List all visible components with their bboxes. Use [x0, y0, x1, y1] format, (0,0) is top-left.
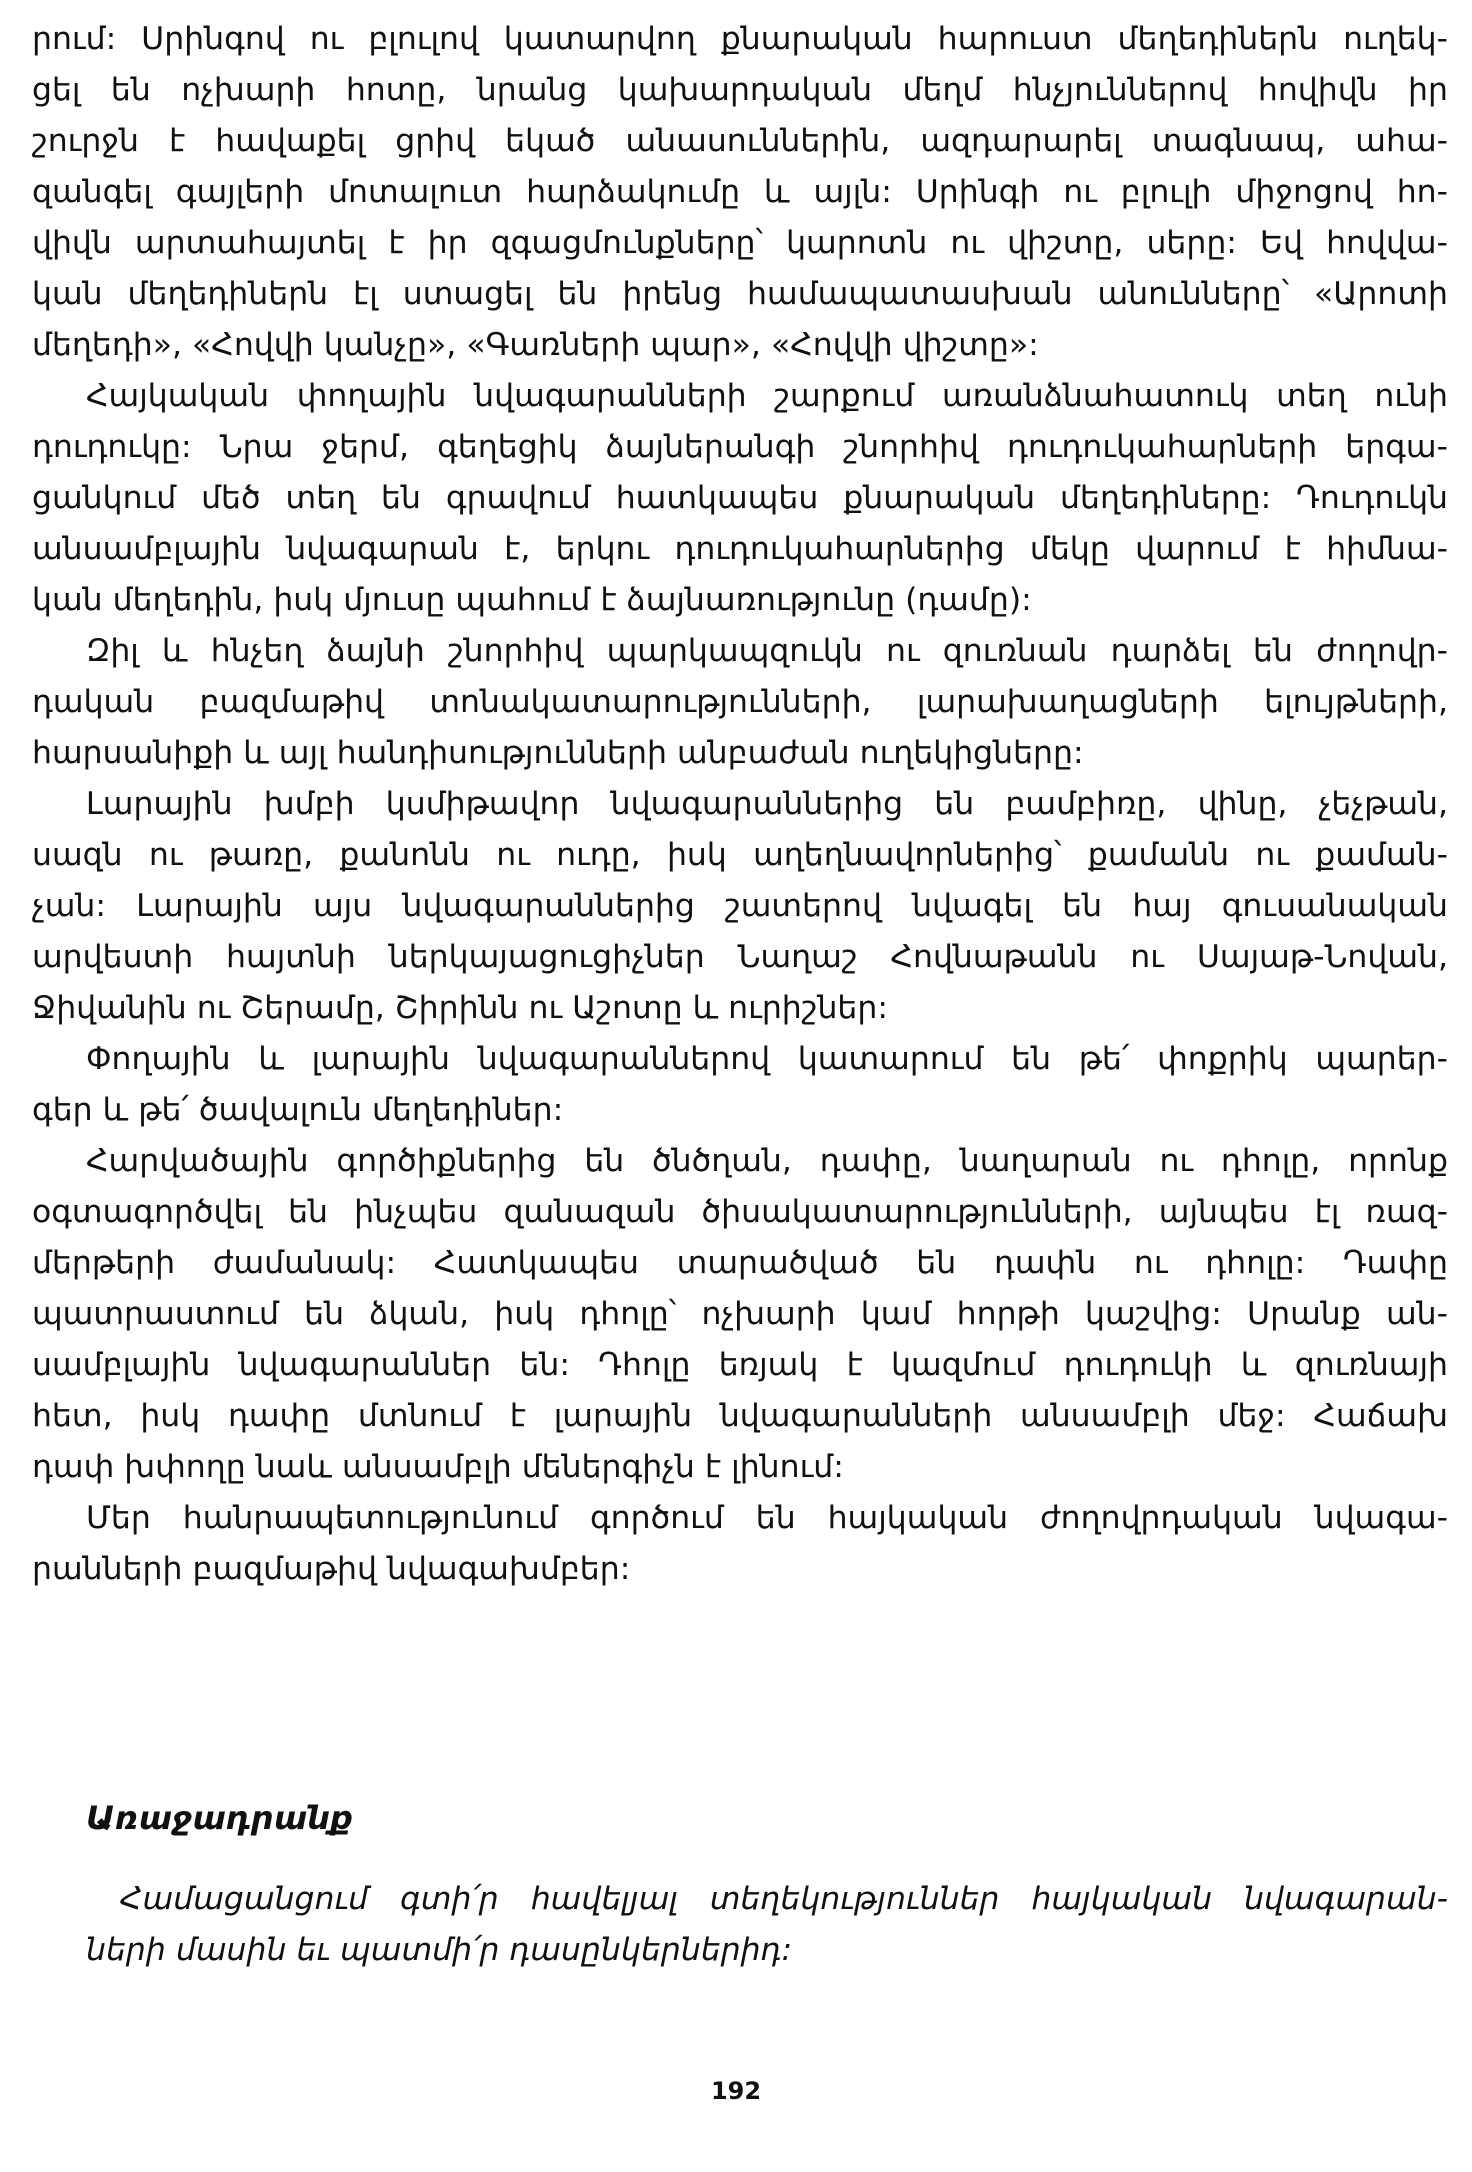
text-line: շուրջն է հավաքել ցրիվ եկած անասուններին, ազդարարել տագնապ, ահա-	[32, 123, 1448, 159]
text-line: դական բազմաթիվ տոնակատարությունների, լարախաղացների ելույթների,	[32, 684, 1448, 720]
text-line: Ջիվանին ու Շերամը, Շիրինն ու Աշոտը և ուրիշներ:	[32, 990, 888, 1026]
text-line: դափ խփողը նաև անսամբլի մեներգիչն է լինում:	[32, 1449, 844, 1485]
text-line: զանգել գայլերի մոտալուտ հարձակումը և այլն: Սրինգի ու բլուլի միջոցով հո-	[32, 174, 1448, 210]
text-line: հարսանիքի և այլ հանդիսությունների անբաժան ուղեկիցները:	[32, 735, 1084, 771]
text-line: մերթերի ժամանակ: Հատկապես տարածված են դափն ու դհոլը: Դափը	[32, 1245, 1448, 1281]
text-line: ցել են ոչխարի հոտը, նրանց կախարդական մեղմ հնչյուններով հովիվն իր	[32, 72, 1448, 108]
text-line: անսամբլային նվագարան է, երկու դուդուկահարներից մեկը վարում է հիմնա-	[32, 531, 1448, 567]
text-line: վիվն արտահայտել է իր զգացմունքները՝ կարոտն ու վիշտը, սերը: Եվ հովվա-	[32, 225, 1448, 261]
text-line: սամբլային նվագարաններ են: Դհոլը եռյակ է կազմում դուդուկի և զուռնայի	[32, 1347, 1448, 1383]
text-line: րում: Սրինգով ու բլուլով կատարվող քնարական հարուստ մեղեդիներն ուղեկ-	[32, 21, 1448, 57]
text-line: գեր և թե՛ ծավալուն մեղեդիներ:	[32, 1092, 564, 1128]
task-line: Համացանցում գտի՛ր հավելյալ տեղեկություններ հայկական նվագարան-	[120, 1881, 1448, 1917]
text-line: Փողային և լարային նվագարաններով կատարում են թե՛ փոքրիկ պարեր-	[86, 1041, 1448, 1077]
text-line: չան: Լարային այս նվագարաններից շատերով նվագել են հայ գուսանական	[32, 888, 1448, 924]
text-line: կան մեղեդին, իսկ մյուսը պահում է ձայնառությունը (դամը):	[32, 582, 1032, 618]
text-line: մեղեդի», «Հովվի կանչը», «Գառների պար», «Հովվի վիշտը»:	[32, 327, 1039, 363]
text-line: սազն ու թառը, քանոնն ու ուդը, իսկ աղեղնավորներից՝ քամանն ու քաման-	[32, 837, 1448, 873]
text-line: Հայկական փողային նվագարանների շարքում առանձնահատուկ տեղ ունի	[86, 378, 1448, 414]
text-line: Մեր հանրապետությունում գործում են հայկական ժողովրդական նվագա-	[86, 1500, 1448, 1536]
text-line: հետ, իսկ դափը մտնում է լարային նվագարանների անսամբլի մեջ: Հաճախ	[32, 1398, 1448, 1434]
page-number: 192	[710, 2077, 762, 2105]
text-line: Զիլ և հնչեղ ձայնի շնորհիվ պարկապզուկն ու զուռնան դարձել են ժողովր-	[86, 633, 1448, 669]
task-line: ների մասին եւ պատմի՛ր դասընկերներիդ:	[86, 1932, 793, 1968]
task-text	[86, 1874, 1448, 1976]
text-line: պատրաստում են ձկան, իսկ դհոլը՝ ոչխարի կամ հորթի կաշվից: Սրանք ան-	[32, 1296, 1448, 1332]
text-line: արվեստի հայտնի ներկայացուցիչներ Նաղաշ Հովնաթանն ու Սայաթ-Նովան,	[32, 939, 1448, 975]
text-line: դուդուկը: Նրա ջերմ, գեղեցիկ ձայներանգի շնորհիվ դուդուկահարների երգա-	[32, 429, 1448, 465]
text-line: Լարային խմբի կսմիթավոր նվագարաններից են բամբիռը, վինը, չեչթան,	[86, 786, 1448, 822]
text-line: Հարվածային գործիքներից են ծնծղան, դափը, նաղարան ու դհոլը, որոնք	[86, 1143, 1448, 1179]
text-line: ցանկում մեծ տեղ են գրավում հատկապես քնարական մեղեդիները: Դուդուկն	[32, 480, 1448, 516]
text-line: կան մեղեդիներն էլ ստացել են իրենց համապատասխան անունները՝ «Արոտի	[32, 276, 1448, 312]
task-heading: Առաջադրանք	[86, 1799, 353, 1837]
text-line: օգտագործվել են ինչպես զանազան ծիսակատարությունների, այնպես էլ ռազ-	[32, 1194, 1448, 1230]
text-line: րանների բազմաթիվ նվագախմբեր:	[32, 1551, 631, 1587]
body-text	[32, 14, 1448, 1595]
